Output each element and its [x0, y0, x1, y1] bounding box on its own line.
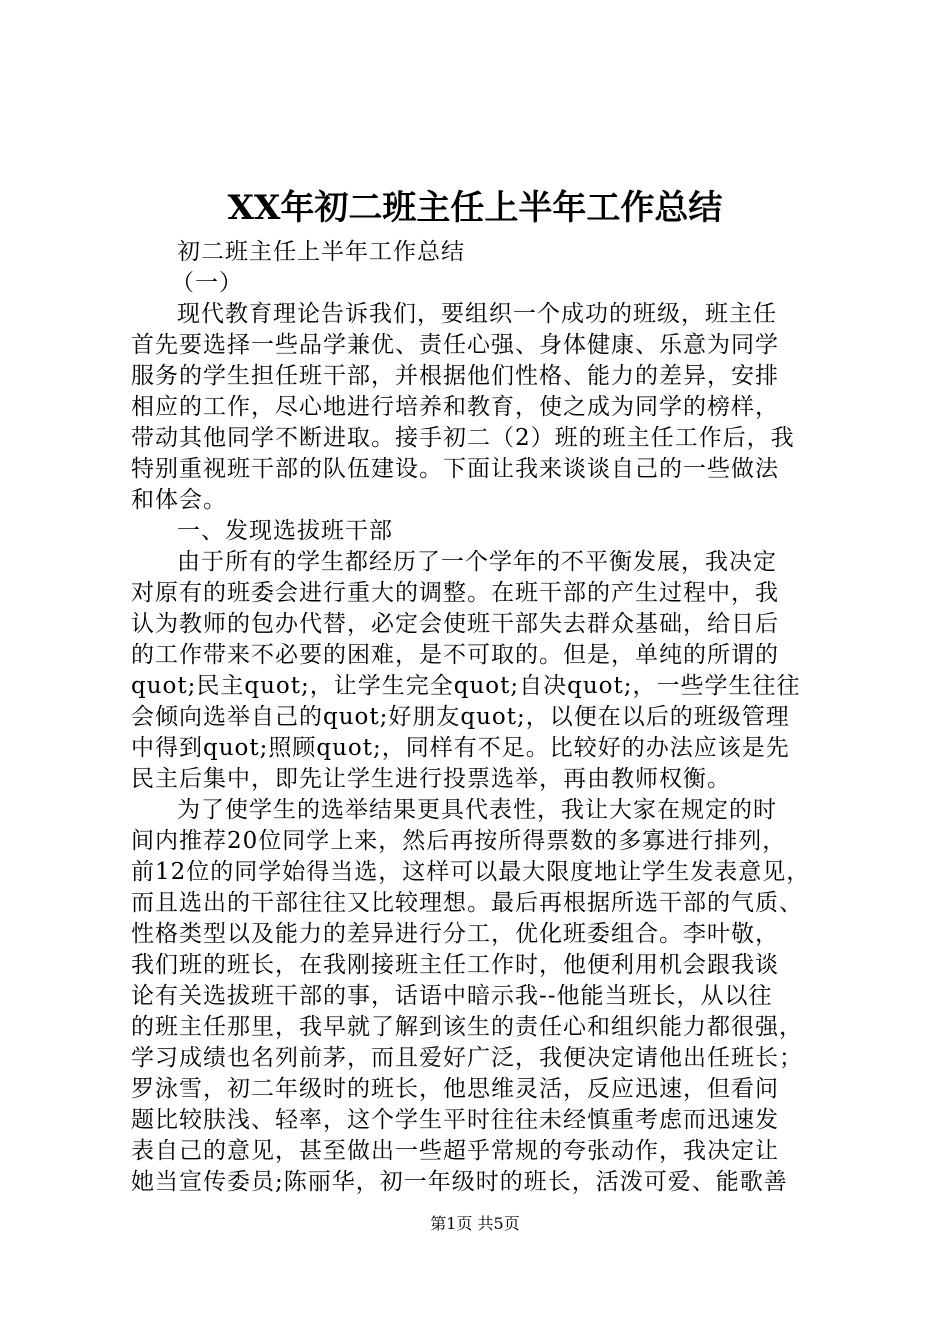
text-line: 她当宣传委员;陈丽华，初一年级时的班长，活泼可爱、能歌善: [131, 1169, 788, 1195]
text-line: 服务的学生担任班干部，并根据他们性格、能力的差异，安排: [131, 363, 779, 389]
text-line: 和体会。: [131, 487, 227, 513]
subtitle-line: 初二班主任上半年工作总结: [177, 239, 465, 265]
text-line: 题比较肤浅、轻率，这个学生平时往往未经慎重考虑而迅速发: [131, 1107, 779, 1133]
text-line: 民主后集中，即先让学生进行投票选举，再由教师权衡。: [131, 766, 731, 792]
text-line: 罗泳雪，初二年级时的班长，他思维灵活，反应迅速，但看问: [131, 1076, 779, 1102]
text-line: 的工作带来不必要的困难，是不可取的。但是，单纯的所谓的: [131, 642, 779, 668]
text-line: 前12位的同学始得当选，这样可以最大限度地让学生发表意见，: [131, 859, 811, 885]
text-line: 会倾向选举自己的quot;好朋友quot;，以便在以后的班级管理: [131, 704, 790, 730]
text-line: 论有关选拔班干部的事，话语中暗示我--他能当班长，从以往: [131, 983, 773, 1009]
text-line: 带动其他同学不断进取。接手初二（2）班的班主任工作后，我: [131, 425, 795, 451]
text-line: 特别重视班干部的队伍建设。下面让我来谈谈自己的一些做法: [131, 456, 779, 482]
page-footer: 第1页 共5页: [430, 1214, 520, 1233]
text-line: 相应的工作，尽心地进行培养和教育，使之成为同学的榜样，: [131, 394, 779, 420]
document-title: XX年初二班主任上半年工作总结: [227, 188, 723, 228]
text-line: 认为教师的包办代替，必定会使班干部失去群众基础，给日后: [131, 611, 779, 637]
text-line: 而且选出的干部往往又比较理想。最后再根据所选干部的气质、: [131, 890, 803, 916]
section-heading: 一、发现选拔班干部: [177, 518, 393, 544]
section-marker: （一）: [171, 270, 243, 296]
text-line: 性格类型以及能力的差异进行分工，优化班委组合。李叶敬，: [131, 921, 779, 947]
text-line: 表自己的意见，甚至做出一些超乎常规的夸张动作，我决定让: [131, 1138, 779, 1164]
text-line: 首先要选择一些品学兼优、责任心强、身体健康、乐意为同学: [131, 332, 779, 358]
text-line: quot;民主quot;，让学生完全quot;自决quot;，一些学生往往: [131, 673, 801, 699]
text-line: 间内推荐20位同学上来，然后再按所得票数的多寡进行排列，: [131, 828, 787, 854]
text-line: 的班主任那里，我早就了解到该生的责任心和组织能力都很强，: [131, 1014, 803, 1040]
text-line: 对原有的班委会进行重大的调整。在班干部的产生过程中，我: [131, 580, 779, 606]
text-line: 我们班的班长，在我刚接班主任工作时，他便利用机会跟我谈: [131, 952, 779, 978]
text-line: 中得到quot;照顾quot;，同样有不足。比较好的办法应该是先: [131, 735, 790, 761]
text-line: 由于所有的学生都经历了一个学年的不平衡发展，我决定: [177, 549, 777, 575]
text-line: 现代教育理论告诉我们，要组织一个成功的班级，班主任: [177, 301, 777, 327]
document-body: [131, 237, 831, 1198]
text-line: 为了使学生的选举结果更具代表性，我让大家在规定的时: [177, 797, 777, 823]
text-line: 学习成绩也名列前茅，而且爱好广泛，我便决定请他出任班长；: [131, 1045, 803, 1071]
